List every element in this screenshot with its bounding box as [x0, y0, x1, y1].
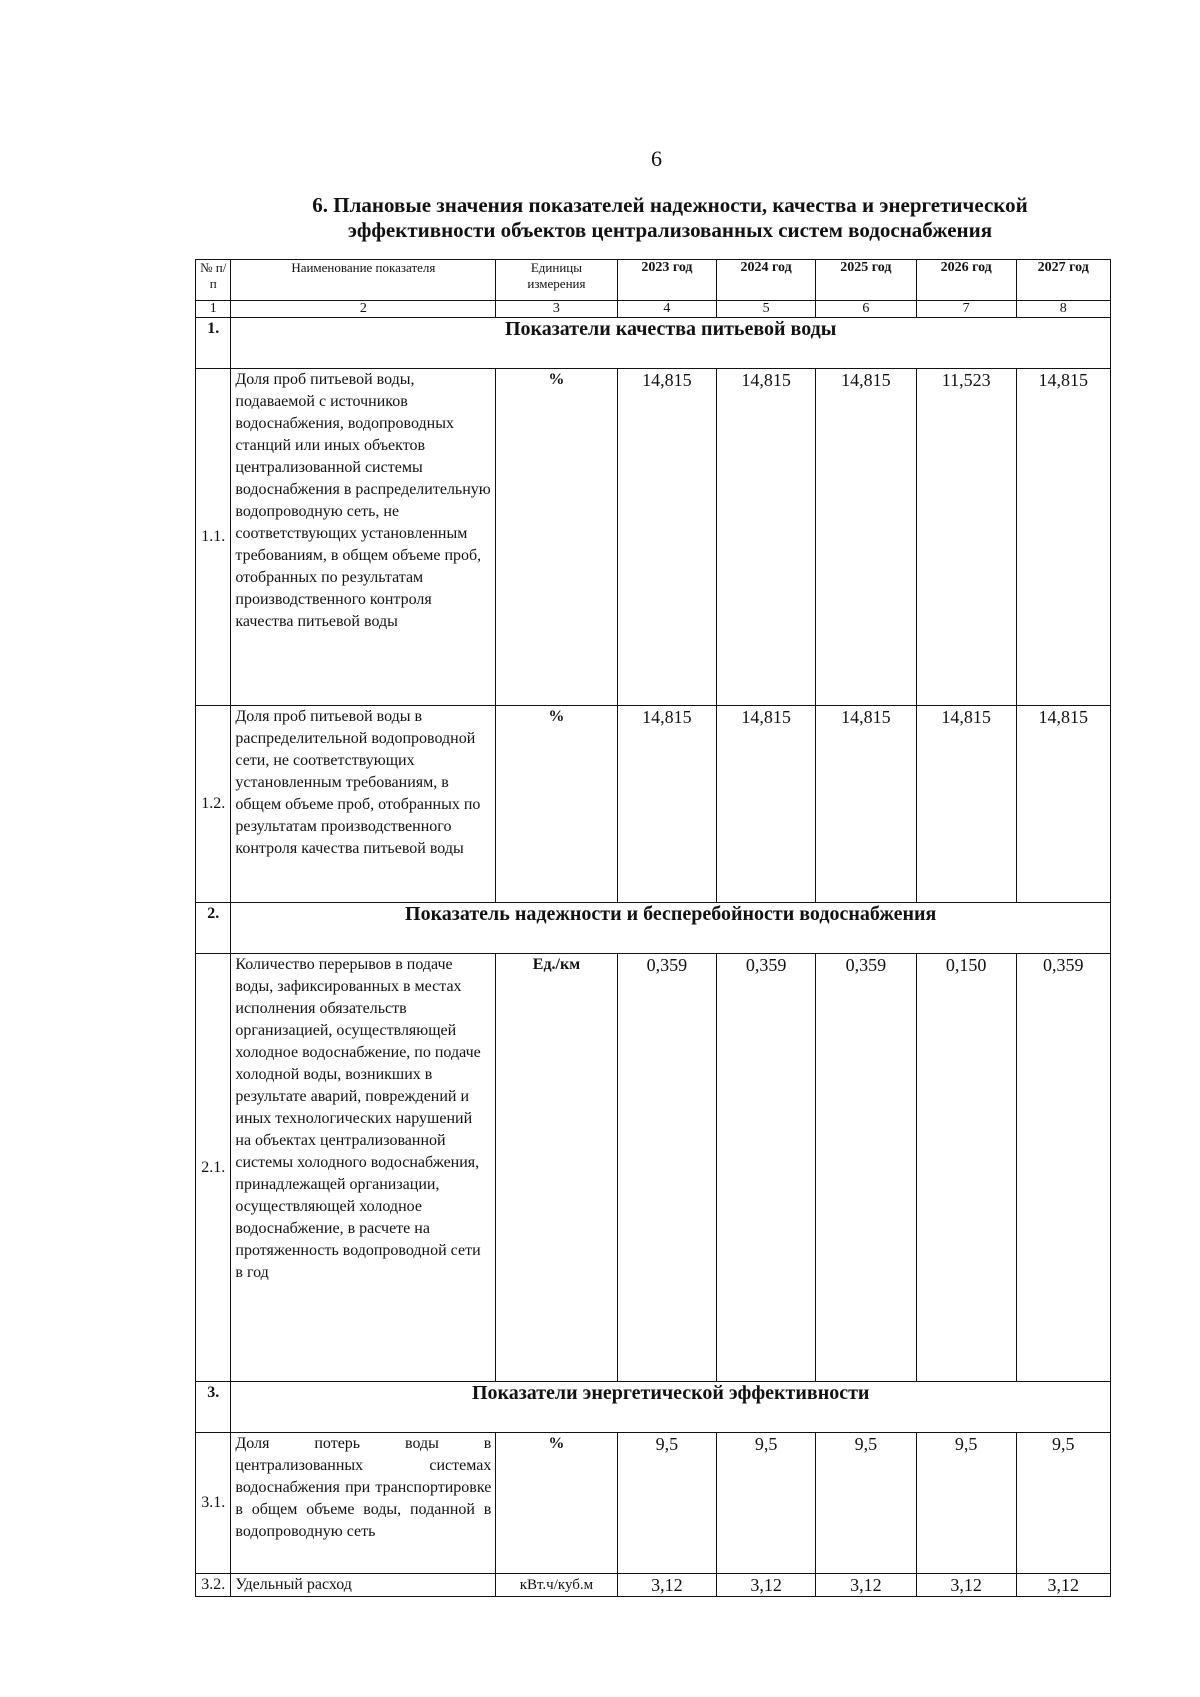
- header-year: 2026 год: [916, 260, 1016, 301]
- indicator-unit: кВт.ч/куб.м: [496, 1574, 617, 1597]
- row-number: 2.1.: [196, 954, 231, 1382]
- value-cell: 3,12: [617, 1574, 717, 1597]
- value-cell: 3,12: [717, 1574, 816, 1597]
- title-line-1: 6. Плановые значения показателей надежности, качества и энергетической: [312, 193, 1028, 217]
- row-number: 3.1.: [196, 1433, 231, 1574]
- table-row: [196, 1433, 1111, 1574]
- indicator-unit: %: [496, 1433, 617, 1574]
- column-number: 3: [496, 301, 617, 318]
- value-cell: 11,523: [916, 369, 1016, 706]
- value-cell: 14,815: [815, 369, 916, 706]
- column-number: 6: [815, 301, 916, 318]
- section-row: [196, 1382, 1111, 1433]
- document-title: [230, 193, 1110, 243]
- value-cell: 0,150: [916, 954, 1016, 1382]
- section-number: 2.: [196, 903, 231, 954]
- section-title: Показатель надежности и бесперебойности водоснабжения: [231, 903, 1111, 954]
- indicators-table: [195, 259, 1111, 1597]
- indicator-unit: %: [496, 369, 617, 706]
- value-cell: 14,815: [617, 706, 717, 903]
- title-line-2: эффективности объектов централизованных систем водоснабжения: [347, 218, 993, 242]
- column-number: 4: [617, 301, 717, 318]
- section-number: 1.: [196, 318, 231, 369]
- header-name: Наименование показателя: [231, 260, 496, 301]
- header-unit: Единицы измерения: [496, 260, 617, 301]
- indicator-name: Удельный расход: [231, 1574, 496, 1597]
- indicator-name: Доля проб питьевой воды, подаваемой с источников водоснабжения, водопроводных станций или иных объектов централизованной системы водоснабжения в распределительную водопроводную сеть, не соответствующих установленным требованиям, в общем объеме проб, отобранных по результатам производственного контроля качества питьевой воды: [231, 369, 496, 706]
- table-row: [196, 954, 1111, 1382]
- indicator-unit: %: [496, 706, 617, 903]
- row-number: 1.2.: [196, 706, 231, 903]
- value-cell: 0,359: [717, 954, 816, 1382]
- value-cell: 0,359: [617, 954, 717, 1382]
- column-number: 5: [717, 301, 816, 318]
- value-cell: 0,359: [1016, 954, 1110, 1382]
- value-cell: 14,815: [1016, 706, 1110, 903]
- section-number: 3.: [196, 1382, 231, 1433]
- row-number: 3.2.: [196, 1574, 231, 1597]
- value-cell: 3,12: [916, 1574, 1016, 1597]
- value-cell: 14,815: [717, 369, 816, 706]
- value-cell: 9,5: [617, 1433, 717, 1574]
- value-cell: 9,5: [1016, 1433, 1110, 1574]
- column-number: 7: [916, 301, 1016, 318]
- section-row: [196, 318, 1111, 369]
- column-numbers-row: [196, 301, 1111, 318]
- section-row: [196, 903, 1111, 954]
- indicator-name: Количество перерывов в подаче воды, зафиксированных в местах исполнения обязательств организацией, осуществляющей холодное водоснабжение, по подаче холодной воды, возникших в результате аварий, повреждений и иных технологических нарушений на объектах централизованной системы холодного водоснабжения, принадлежащей организации, осуществляющей холодное водоснабжение, в расчете на протяженность водопроводной сети в год: [231, 954, 496, 1382]
- table-row: [196, 369, 1111, 706]
- value-cell: 14,815: [815, 706, 916, 903]
- row-number: 1.1.: [196, 369, 231, 706]
- header-year: 2023 год: [617, 260, 717, 301]
- section-title: Показатели качества питьевой воды: [231, 318, 1111, 369]
- column-number: 8: [1016, 301, 1110, 318]
- value-cell: 9,5: [717, 1433, 816, 1574]
- header-num: № п/п: [196, 260, 231, 301]
- value-cell: 14,815: [717, 706, 816, 903]
- value-cell: 0,359: [815, 954, 916, 1382]
- indicator-name: Доля потерь воды в централизованных системах водоснабжения при транспортировке в общем объеме воды, поданной в водопроводную сеть: [231, 1433, 496, 1574]
- value-cell: 14,815: [916, 706, 1016, 903]
- indicator-unit: Ед./км: [496, 954, 617, 1382]
- header-row: [196, 260, 1111, 301]
- page-number: 6: [651, 146, 662, 171]
- value-cell: 14,815: [617, 369, 717, 706]
- section-title: Показатели энергетической эффективности: [231, 1382, 1111, 1433]
- column-number: 1: [196, 301, 231, 318]
- header-year: 2027 год: [1016, 260, 1110, 301]
- value-cell: 9,5: [815, 1433, 916, 1574]
- value-cell: 14,815: [1016, 369, 1110, 706]
- value-cell: 9,5: [916, 1433, 1016, 1574]
- column-number: 2: [231, 301, 496, 318]
- table-row: [196, 1574, 1111, 1597]
- header-year: 2024 год: [717, 260, 816, 301]
- table-row: [196, 706, 1111, 903]
- value-cell: 3,12: [815, 1574, 916, 1597]
- value-cell: 3,12: [1016, 1574, 1110, 1597]
- header-year: 2025 год: [815, 260, 916, 301]
- indicator-name: Доля проб питьевой воды в распределительной водопроводной сети, не соответствующих установленным требованиям, в общем объеме проб, отобранных по результатам производственного контроля качества питьевой воды: [231, 706, 496, 903]
